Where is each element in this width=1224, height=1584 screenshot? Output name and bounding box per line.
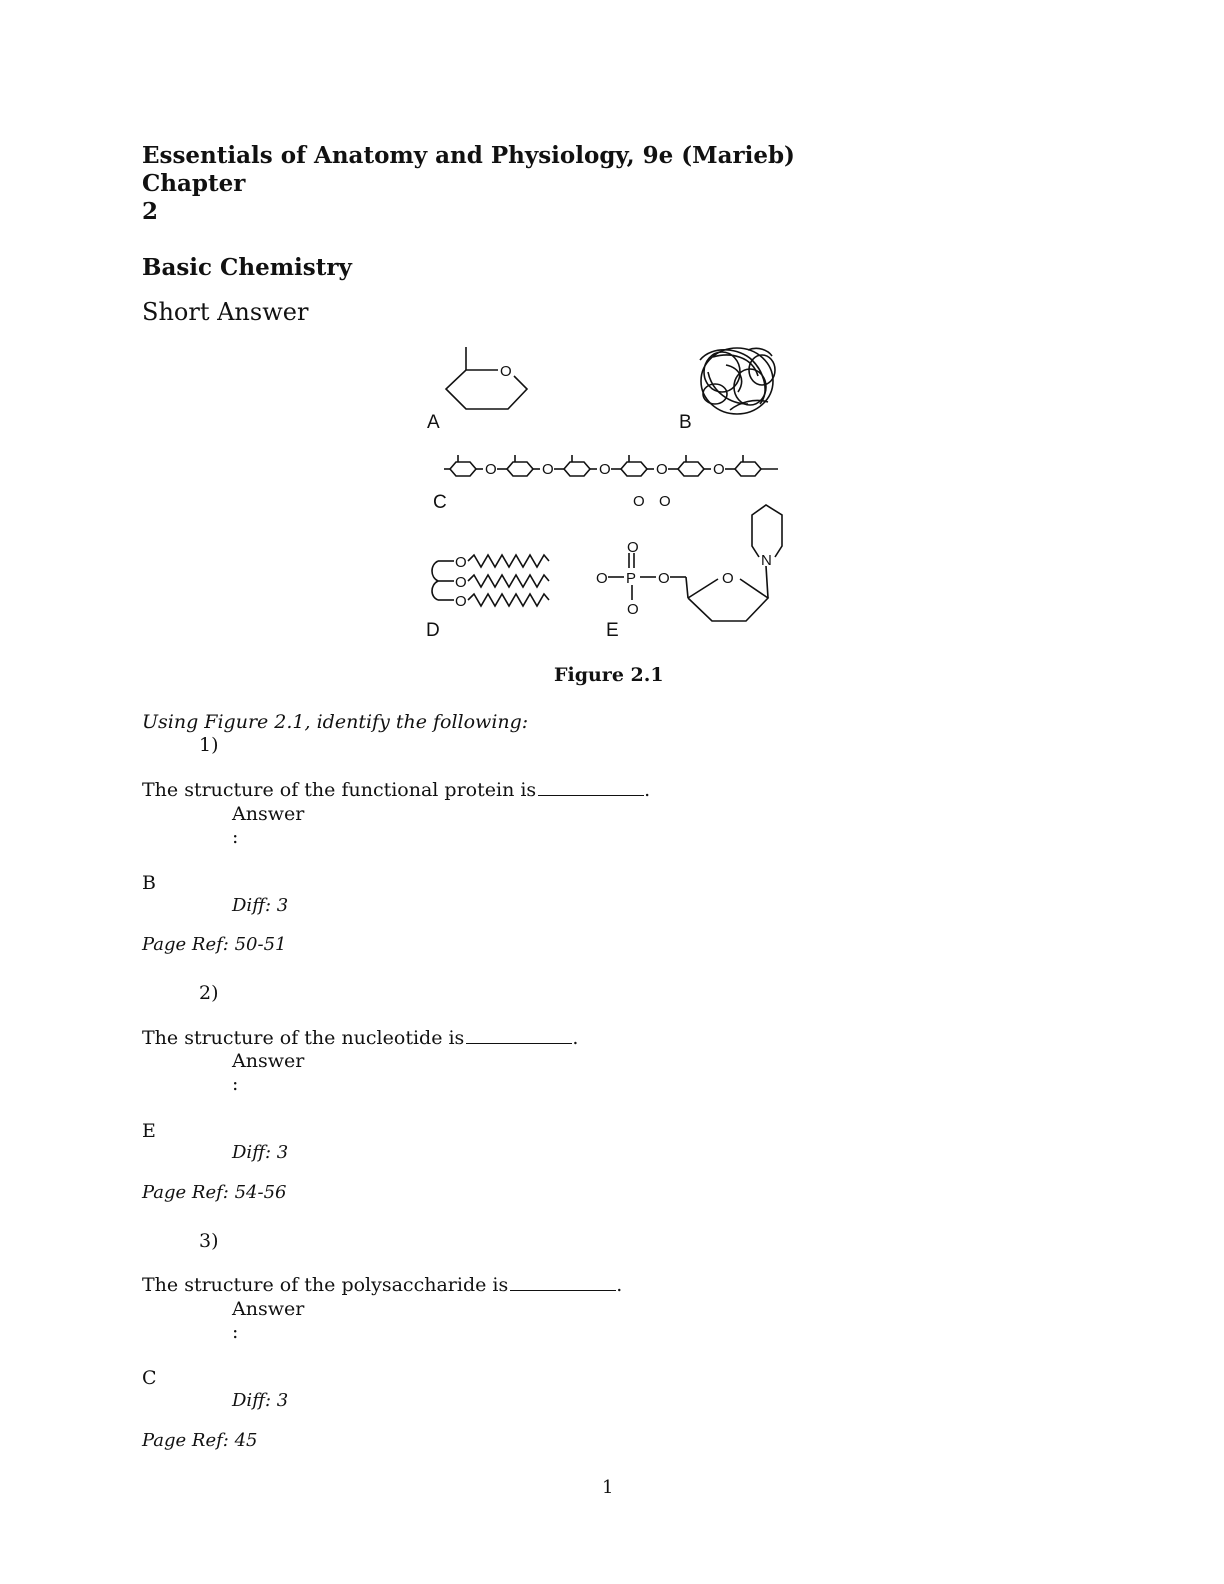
answer-colon: :: [232, 1073, 239, 1095]
figure-caption: [554, 664, 664, 686]
atom-o: O: [633, 493, 645, 510]
answer-label: Answer: [232, 1298, 305, 1320]
label-a: A: [427, 412, 440, 433]
difficulty: Diff: 3: [232, 1142, 289, 1163]
label-d: D: [426, 620, 440, 641]
answer-blank: [466, 1027, 572, 1044]
chapter-word: Chapter: [142, 170, 246, 197]
figure-2-1: [0, 0, 1224, 700]
structure-d-triglyceride: [432, 555, 549, 606]
atom-o: O: [542, 461, 554, 478]
label-b: B: [679, 412, 692, 433]
question-end: .: [572, 1027, 579, 1049]
atom-o: O: [455, 554, 467, 571]
atom-o: O: [455, 593, 467, 610]
atom-o: O: [713, 461, 725, 478]
question-end: .: [644, 779, 651, 801]
question-end: .: [616, 1274, 623, 1296]
label-c: C: [433, 492, 447, 513]
page-ref: Page Ref: 50-51: [142, 934, 287, 955]
atom-o: O: [599, 461, 611, 478]
atom-o: O: [656, 461, 668, 478]
label-e: E: [606, 620, 619, 641]
question-number: 2): [199, 982, 219, 1004]
answer-value: E: [142, 1120, 156, 1142]
answer-blank: [538, 779, 644, 796]
atom-o: O: [627, 601, 639, 618]
page-number: 1: [602, 1477, 614, 1498]
structure-a-monosaccharide: [446, 347, 527, 409]
answer-colon: :: [232, 1321, 239, 1343]
atom-o: O: [500, 363, 512, 380]
question-text: [142, 1027, 578, 1049]
atom-o: O: [627, 539, 639, 556]
question-text: [142, 1274, 622, 1296]
document-title: Essentials of Anatomy and Physiology, 9e (Marieb): [142, 142, 795, 169]
answer-value: C: [142, 1367, 157, 1389]
answer-label: Answer: [232, 1050, 305, 1072]
difficulty: Diff: 3: [232, 1390, 289, 1411]
answer-colon: :: [232, 826, 239, 848]
instruction: Using Figure 2.1, identify the following:: [142, 711, 529, 733]
question-number: 3): [199, 1230, 219, 1252]
question-stem: The structure of the nucleotide is: [142, 1027, 465, 1049]
page-ref: Page Ref: 45: [142, 1430, 258, 1451]
question-stem: The structure of the functional protein is: [142, 779, 537, 801]
atom-o: O: [722, 570, 734, 587]
atom-p: P: [626, 570, 637, 587]
answer-value: B: [142, 872, 156, 894]
difficulty: Diff: 3: [232, 895, 289, 916]
chapter-number: 2: [142, 198, 159, 225]
atom-o: O: [455, 574, 467, 591]
answer-label: Answer: [232, 803, 305, 825]
atom-o: O: [659, 493, 671, 510]
atom-n: N: [761, 552, 772, 569]
page-ref: Page Ref: 54-56: [142, 1182, 287, 1203]
answer-blank: [510, 1274, 616, 1291]
question-text: [142, 779, 650, 801]
atom-o: O: [596, 570, 608, 587]
structure-b-protein: [700, 348, 775, 414]
question-stem: The structure of the polysaccharide is: [142, 1274, 509, 1296]
chapter-title: Basic Chemistry: [142, 254, 352, 281]
atom-o: O: [485, 461, 497, 478]
question-number: 1): [199, 734, 219, 756]
atom-o: O: [658, 570, 670, 587]
figure-caption-text: Figure 2.1: [554, 664, 664, 686]
section-title: Short Answer: [142, 298, 309, 326]
